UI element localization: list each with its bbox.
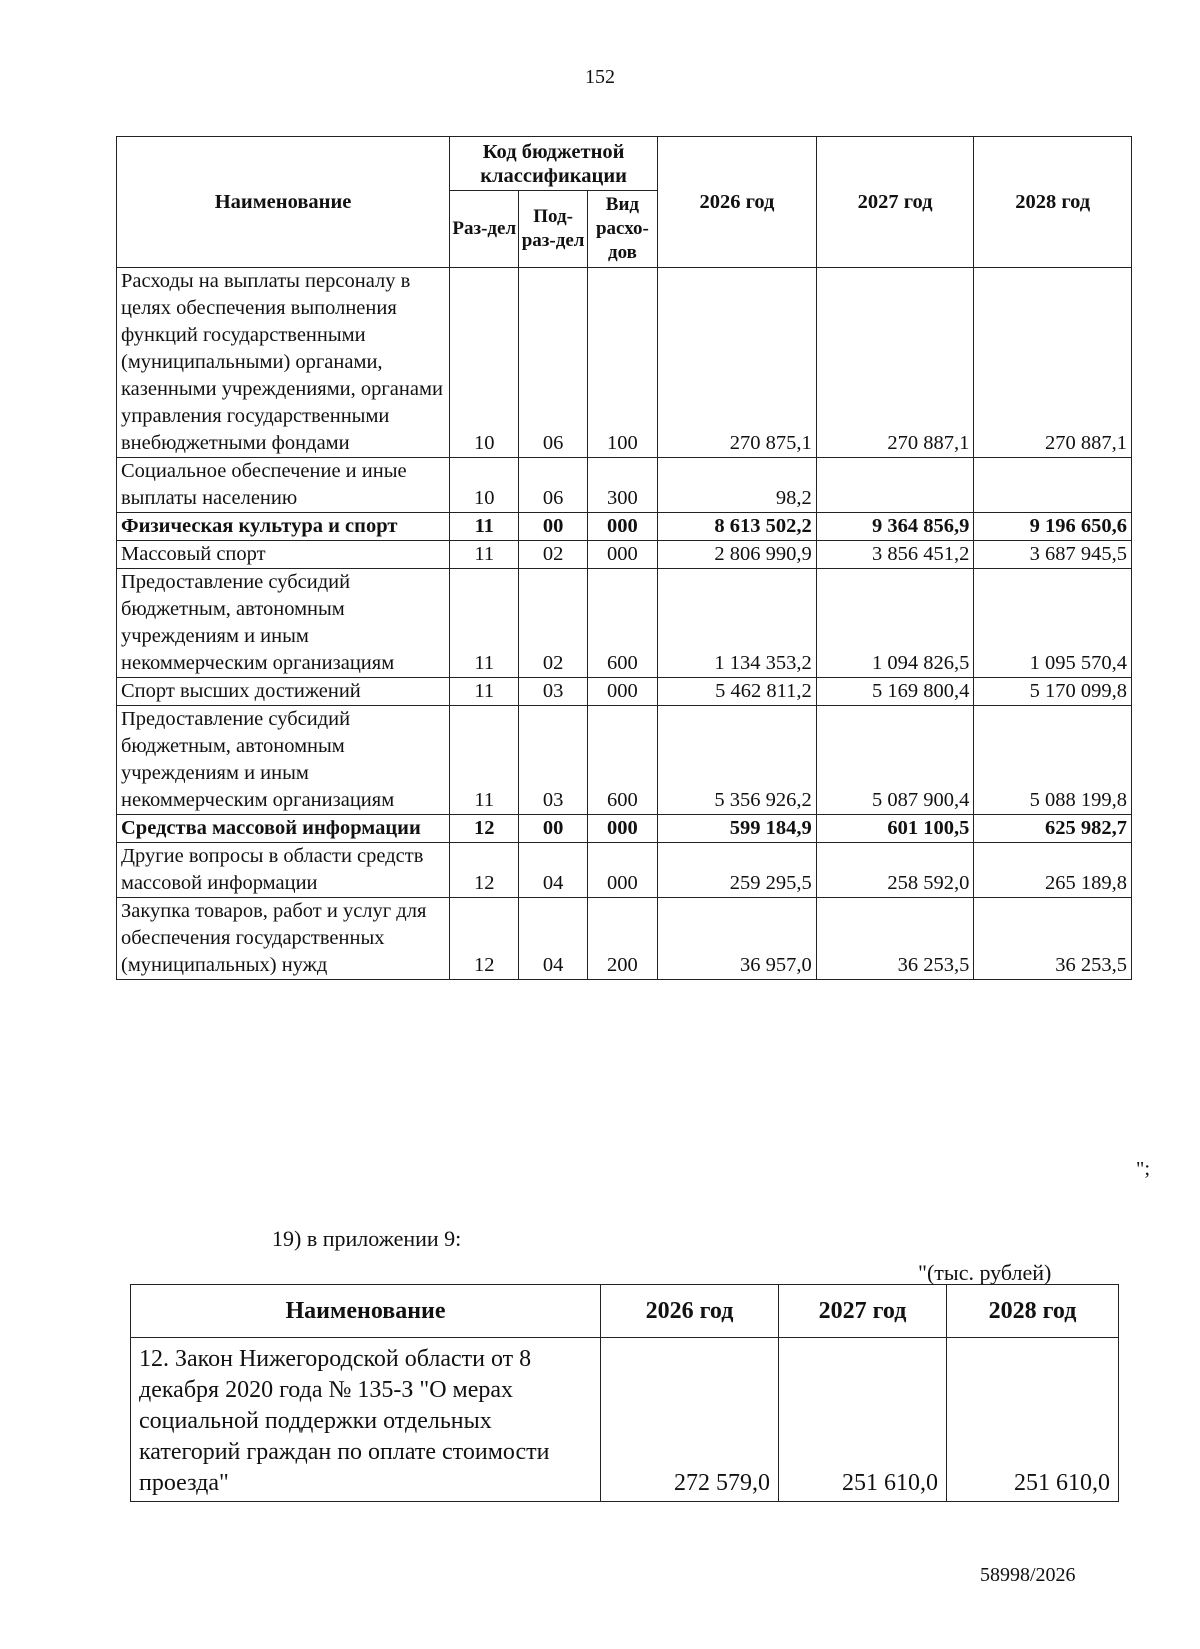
table-row — [117, 458, 1132, 513]
row-section: 12 — [450, 843, 519, 898]
budget-table — [116, 136, 1132, 980]
table-row — [117, 706, 1132, 815]
table-row — [117, 513, 1132, 541]
row-name: Социальное обеспечение и иные выплаты населению — [117, 458, 450, 513]
row-value-2027: 601 100,5 — [816, 815, 974, 843]
row-name: Другие вопросы в области средств массовой информации — [117, 843, 450, 898]
appendix-value-2028: 251 610,0 — [947, 1338, 1119, 1502]
row-subsection: 06 — [519, 268, 587, 458]
header-name: Наименование — [117, 137, 450, 268]
row-value-2028: 5 170 099,8 — [974, 678, 1132, 706]
row-expense-type: 600 — [587, 706, 657, 815]
row-expense-type: 000 — [587, 513, 657, 541]
closing-quote: "; — [1136, 1158, 1151, 1180]
row-name: Закупка товаров, работ и услуг для обеспечения государственных (муниципальных) нужд — [117, 898, 450, 980]
header-2028: 2028 год — [974, 137, 1132, 268]
row-expense-type: 600 — [587, 569, 657, 678]
appendix-intro: 19) в приложении 9: — [272, 1226, 462, 1251]
row-name: Предоставление субсидий бюджетным, автономным учреждениям и иным некоммерческим организациям — [117, 706, 450, 815]
row-value-2027: 1 094 826,5 — [816, 569, 974, 678]
row-value-2026: 5 462 811,2 — [658, 678, 817, 706]
row-expense-type: 300 — [587, 458, 657, 513]
appendix-header-2026: 2026 год — [601, 1285, 779, 1338]
row-value-2026: 98,2 — [658, 458, 817, 513]
row-value-2028: 625 982,7 — [974, 815, 1132, 843]
appendix-header-name: Наименование — [131, 1285, 601, 1338]
row-value-2026: 599 184,9 — [658, 815, 817, 843]
row-value-2028: 1 095 570,4 — [974, 569, 1132, 678]
table-row — [117, 898, 1132, 980]
row-subsection: 00 — [519, 815, 587, 843]
row-subsection: 02 — [519, 541, 587, 569]
row-expense-type: 000 — [587, 815, 657, 843]
row-value-2026: 270 875,1 — [658, 268, 817, 458]
table-row — [117, 569, 1132, 678]
row-expense-type: 000 — [587, 541, 657, 569]
row-value-2027: 5 087 900,4 — [816, 706, 974, 815]
appendix-table-body — [131, 1338, 1119, 1502]
row-subsection: 00 — [519, 513, 587, 541]
row-value-2028: 270 887,1 — [974, 268, 1132, 458]
table-row — [117, 268, 1132, 458]
row-subsection: 04 — [519, 843, 587, 898]
row-section: 11 — [450, 706, 519, 815]
row-value-2027: 3 856 451,2 — [816, 541, 974, 569]
row-value-2027: 258 592,0 — [816, 843, 974, 898]
row-subsection: 03 — [519, 706, 587, 815]
row-name: Расходы на выплаты персоналу в целях обеспечения выполнения функций государственными (муниципальными) органами, казенными учреждениями, органами управления государственными внебюджетными фондами — [117, 268, 450, 458]
document-id: 58998/2026 — [980, 1564, 1076, 1586]
row-section: 10 — [450, 268, 519, 458]
row-value-2027: 36 253,5 — [816, 898, 974, 980]
row-value-2028 — [974, 458, 1132, 513]
row-value-2027 — [816, 458, 974, 513]
row-value-2028: 3 687 945,5 — [974, 541, 1132, 569]
appendix-row-name: 12. Закон Нижегородской области от 8 декабря 2020 года № 135-З "О мерах социальной поддержки отдельных категорий граждан по оплате стоимости проезда" — [131, 1338, 601, 1502]
row-section: 10 — [450, 458, 519, 513]
header-2026: 2026 год — [658, 137, 817, 268]
appendix-header-2027: 2027 год — [779, 1285, 947, 1338]
row-subsection: 04 — [519, 898, 587, 980]
row-section: 11 — [450, 513, 519, 541]
row-value-2026: 5 356 926,2 — [658, 706, 817, 815]
row-value-2028: 5 088 199,8 — [974, 706, 1132, 815]
row-name: Средства массовой информации — [117, 815, 450, 843]
row-expense-type: 000 — [587, 843, 657, 898]
row-value-2026: 259 295,5 — [658, 843, 817, 898]
header-section: Раз-дел — [450, 191, 519, 268]
table-row — [117, 815, 1132, 843]
row-value-2026: 8 613 502,2 — [658, 513, 817, 541]
row-subsection: 06 — [519, 458, 587, 513]
appendix-header-2028: 2028 год — [947, 1285, 1119, 1338]
row-value-2027: 9 364 856,9 — [816, 513, 974, 541]
row-value-2026: 2 806 990,9 — [658, 541, 817, 569]
row-value-2028: 265 189,8 — [974, 843, 1132, 898]
row-name: Массовый спорт — [117, 541, 450, 569]
row-subsection: 02 — [519, 569, 587, 678]
row-expense-type: 000 — [587, 678, 657, 706]
row-section: 11 — [450, 569, 519, 678]
row-value-2027: 5 169 800,4 — [816, 678, 974, 706]
row-section: 12 — [450, 898, 519, 980]
page-number: 152 — [585, 66, 615, 88]
header-expense-type: Вид расхо-дов — [587, 191, 657, 268]
row-value-2028: 9 196 650,6 — [974, 513, 1132, 541]
appendix-table — [130, 1284, 1119, 1502]
budget-table-body — [117, 268, 1132, 980]
appendix-value-2026: 272 579,0 — [601, 1338, 779, 1502]
appendix-value-2027: 251 610,0 — [779, 1338, 947, 1502]
row-name: Спорт высших достижений — [117, 678, 450, 706]
table-row — [117, 541, 1132, 569]
row-expense-type: 100 — [587, 268, 657, 458]
table-row — [117, 843, 1132, 898]
row-value-2028: 36 253,5 — [974, 898, 1132, 980]
row-name: Предоставление субсидий бюджетным, автономным учреждениям и иным некоммерческим организациям — [117, 569, 450, 678]
row-value-2026: 1 134 353,2 — [658, 569, 817, 678]
row-value-2026: 36 957,0 — [658, 898, 817, 980]
row-expense-type: 200 — [587, 898, 657, 980]
row-subsection: 03 — [519, 678, 587, 706]
row-name: Физическая культура и спорт — [117, 513, 450, 541]
header-subsection: Под-раз-дел — [519, 191, 587, 268]
header-code-group: Код бюджетной классификации — [450, 137, 658, 191]
row-section: 12 — [450, 815, 519, 843]
table-row — [131, 1338, 1119, 1502]
unit-note: "(тыс. рублей) — [918, 1260, 1052, 1285]
row-section: 11 — [450, 678, 519, 706]
header-2027: 2027 год — [816, 137, 974, 268]
row-section: 11 — [450, 541, 519, 569]
row-value-2027: 270 887,1 — [816, 268, 974, 458]
table-row — [117, 678, 1132, 706]
